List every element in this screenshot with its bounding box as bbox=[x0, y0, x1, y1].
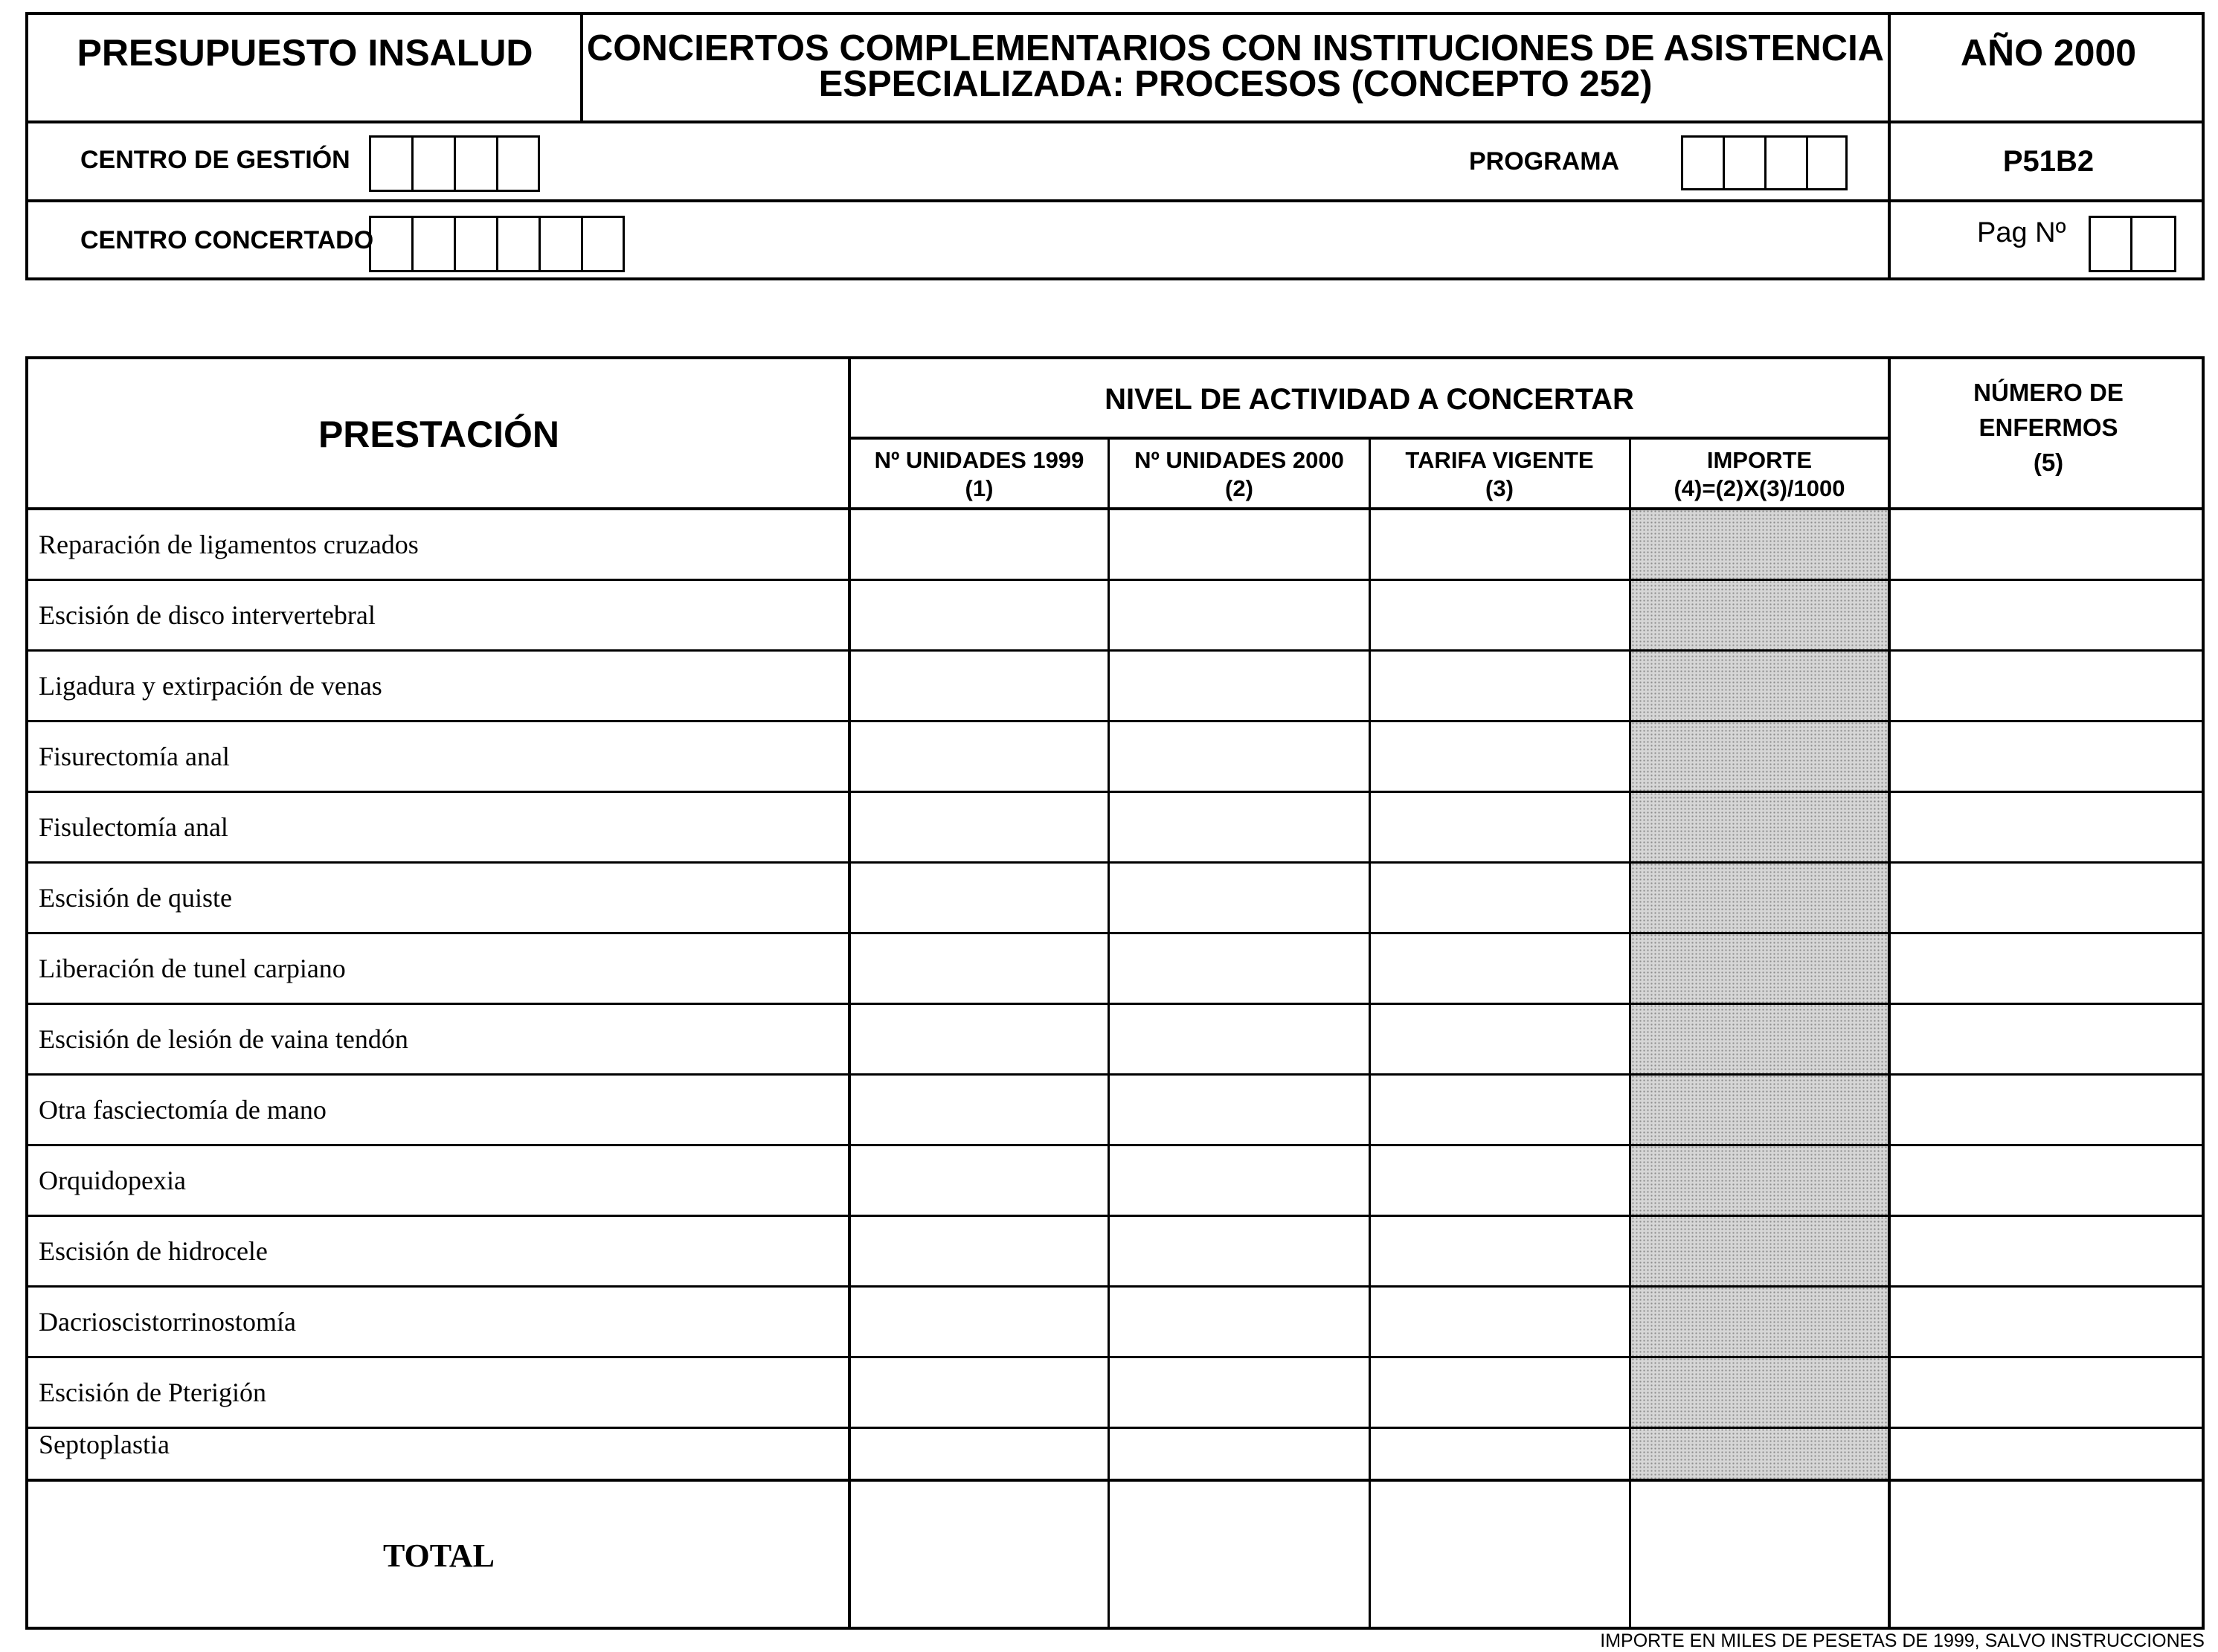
row-label-prestacion: Otra fasciectomía de mano bbox=[39, 1094, 327, 1125]
col-header-title: Nº UNIDADES 1999 bbox=[874, 447, 1084, 473]
row-label-prestacion: Dacrioscistorrinostomía bbox=[39, 1306, 296, 1337]
row-label-prestacion: Septoplastia bbox=[39, 1429, 170, 1459]
divider bbox=[28, 1073, 2202, 1076]
divider bbox=[28, 1144, 2202, 1146]
row-label-prestacion: Escisión de disco intervertebral bbox=[39, 600, 376, 630]
row-label-prestacion: Fisurectomía anal bbox=[39, 741, 230, 771]
col-header-numero-enfermos bbox=[1889, 359, 2208, 510]
divider bbox=[1108, 437, 1110, 1630]
programa-field[interactable] bbox=[1681, 135, 1848, 190]
divider bbox=[28, 1215, 2202, 1217]
divider bbox=[1888, 359, 1891, 1627]
col-header-unidades-1999 bbox=[849, 440, 1109, 510]
row-label-prestacion: Escisión de Pterigión bbox=[39, 1377, 266, 1407]
prestaciones-table bbox=[25, 356, 2205, 1630]
divider bbox=[848, 359, 851, 1627]
divider bbox=[28, 1285, 2202, 1288]
divider bbox=[28, 720, 2202, 722]
divider bbox=[1369, 437, 1371, 1630]
divider bbox=[28, 791, 2202, 793]
org-title: PRESUPUESTO INSALUD bbox=[77, 32, 533, 74]
divider bbox=[28, 932, 2202, 934]
divider bbox=[28, 1427, 2202, 1429]
divider bbox=[28, 199, 2202, 202]
form-title-line2: ESPECIALIZADA: PROCESOS (CONCEPTO 252) bbox=[818, 64, 1653, 104]
col-header-unidades-2000 bbox=[1109, 440, 1369, 510]
page-number-label: Pag Nº bbox=[1977, 217, 2066, 248]
row-label-prestacion: Escisión de lesión de vaina tendón bbox=[39, 1023, 408, 1054]
row-label-prestacion: Escisión de quiste bbox=[39, 882, 232, 913]
centro-gestion-field[interactable] bbox=[369, 135, 540, 192]
divider bbox=[28, 861, 2202, 864]
row-label-prestacion: Liberación de tunel carpiano bbox=[39, 953, 346, 983]
col-header-number: (1) bbox=[965, 475, 994, 501]
col-header-formula: (4)=(2)X(3)/1000 bbox=[1674, 475, 1845, 501]
col-header-title: NÚMERO DE bbox=[1973, 378, 2124, 406]
form-code: P51B2 bbox=[2002, 144, 2095, 178]
footnote: IMPORTE EN MILES DE PESETAS DE 1999, SALVO INSTRUCCIONES bbox=[1600, 1630, 2205, 1651]
col-header-title: IMPORTE bbox=[1706, 447, 1813, 473]
divider bbox=[28, 1356, 2202, 1358]
form-year: AÑO 2000 bbox=[1960, 32, 2137, 74]
prestacion-header: PRESTACIÓN bbox=[318, 414, 560, 455]
row-label-prestacion: Fisulectomía anal bbox=[39, 811, 228, 842]
form-header bbox=[25, 12, 2205, 280]
centro-gestion-label: CENTRO DE GESTIÓN bbox=[80, 146, 350, 174]
form-title bbox=[582, 15, 1889, 122]
row-label-prestacion: Reparación de ligamentos cruzados bbox=[39, 529, 419, 559]
row-label-prestacion: Ligadura y extirpación de venas bbox=[39, 670, 382, 701]
programa-label: PROGRAMA bbox=[1469, 147, 1620, 176]
col-header-title: TARIFA VIGENTE bbox=[1405, 447, 1594, 473]
col-header-title: ENFERMOS bbox=[1978, 413, 2118, 441]
col-header-tarifa-vigente bbox=[1369, 440, 1630, 510]
page-number-field[interactable] bbox=[2089, 216, 2176, 272]
form-title-line1: CONCIERTOS COMPLEMENTARIOS CON INSTITUCIONES DE ASISTENCIA bbox=[586, 28, 1885, 68]
col-header-number: (2) bbox=[1225, 475, 1253, 501]
row-label-prestacion: Escisión de hidrocele bbox=[39, 1235, 268, 1266]
divider bbox=[1629, 437, 1631, 1630]
total-label: TOTAL bbox=[383, 1537, 495, 1574]
importe-shaded-column bbox=[1631, 510, 1889, 1481]
centro-concertado-label: CENTRO CONCERTADO bbox=[80, 226, 374, 254]
col-header-importe bbox=[1630, 440, 1889, 510]
col-header-title: Nº UNIDADES 2000 bbox=[1134, 447, 1344, 473]
col-header-number: (3) bbox=[1485, 475, 1514, 501]
col-header-number: (5) bbox=[2033, 448, 2064, 476]
nivel-actividad-header: NIVEL DE ACTIVIDAD A CONCERTAR bbox=[1105, 382, 1634, 416]
centro-concertado-field[interactable] bbox=[369, 216, 625, 272]
row-label-prestacion: Orquidopexia bbox=[39, 1165, 186, 1195]
